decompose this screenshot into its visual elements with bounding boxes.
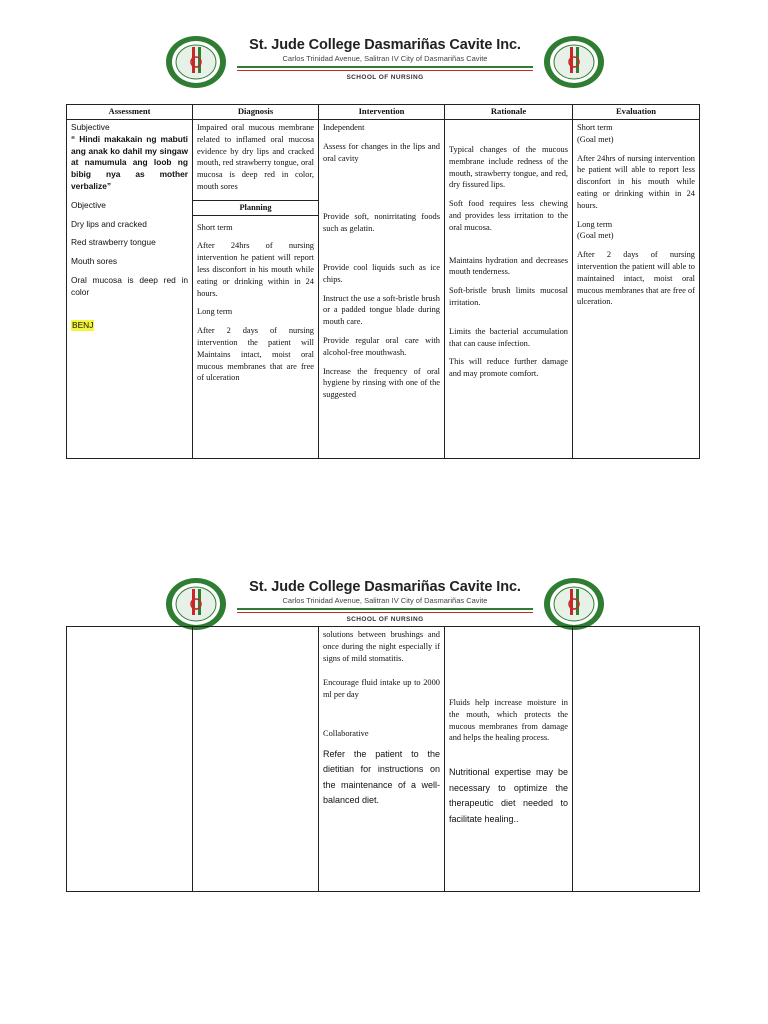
college-name: St. Jude College Dasmariñas Cavite Inc.	[249, 37, 521, 53]
rationale-item: Maintains hydration and decreases mouth tenderness.	[449, 255, 568, 277]
college-address: Carlos Trinidad Avenue, Salitran IV City of Dasmariñas Cavite	[282, 596, 488, 605]
rationale-item: This will reduce further damage and may promote comfort.	[449, 357, 568, 379]
evaluation-text: After 24hrs of nursing intervention he patient will able to report less disconfort in his mouth while eating or drinking within in 24 hours.	[577, 153, 695, 210]
planning-label: Planning	[193, 200, 318, 216]
column-header: Evaluation	[573, 105, 700, 120]
header-rule	[237, 608, 533, 610]
care-plan-table-1	[66, 104, 700, 459]
college-seal-icon	[165, 35, 227, 89]
rationale-item: Soft food requires less chewing and provides less irritation to the oral mucosa.	[449, 199, 568, 232]
college-seal-icon	[543, 577, 605, 631]
short-term-label: Short term	[197, 222, 233, 232]
intervention-item: Provide regular oral care with alcohol-free mouthwash.	[323, 335, 440, 357]
college-address: Carlos Trinidad Avenue, Salitran IV City of Dasmariñas Cavite	[282, 54, 488, 63]
table-header-row	[67, 105, 700, 120]
intervention-item: Assess for changes in the lips and oral cavity	[323, 141, 440, 163]
evaluation-cell	[573, 120, 700, 459]
column-header: Assessment	[67, 105, 193, 120]
intervention-item: Provide soft, nonirritating foods such as gelatin.	[323, 212, 440, 234]
long-term-label: Long term	[197, 307, 233, 317]
assessment-cell	[67, 627, 193, 892]
school-name: SCHOOL OF NURSING	[346, 74, 424, 81]
intervention-item: Provide cool liquids such as ice chips.	[323, 262, 440, 284]
objective-item: Dry lips and cracked	[71, 218, 147, 229]
short-term-goal: After 24hrs of nursing intervention he patient will report less disconfort in his mouth while eating or drinking within in 24 hours.	[197, 241, 314, 298]
header-rule-red	[237, 70, 533, 71]
objective-item: Oral mucosa is deep red in color	[71, 274, 188, 297]
college-seal-icon	[165, 577, 227, 631]
long-term-goal: After 2 days of nursing intervention the patient will Maintains intact, moist oral mucous membranes that are free of ulceration	[197, 326, 314, 383]
subjective-label: Subjective	[71, 122, 110, 132]
diagnosis-cell	[193, 627, 319, 892]
table-row	[67, 120, 700, 459]
independent-label: Independent	[323, 123, 365, 132]
subjective-quote: “ Hindi makakain ng mabuti ang anak ko dahil my singaw at namumula ang loob ng bibig nya as mother verbalize”	[71, 133, 188, 191]
column-header: Diagnosis	[193, 105, 319, 120]
care-plan-table-2	[66, 626, 700, 892]
rationale-item: Nutritional expertise may be necessary to optimize the therapeutic diet needed to facilitate healing..	[449, 767, 568, 824]
school-name: SCHOOL OF NURSING	[346, 616, 424, 623]
rationale-item: Limits the bacterial accumulation that can cause infection.	[449, 326, 568, 348]
objective-label: Objective	[71, 199, 106, 210]
intervention-item: Encourage fluid intake up to 2000 ml per day	[323, 678, 440, 700]
assessment-cell	[67, 120, 193, 459]
rationale-item: Fluids help increase moisture in the mouth, which protects the mucous membranes from damage and helps the healing process.	[449, 698, 568, 743]
intervention-item: Increase the frequency of oral hygiene by rinsing with one of the suggested	[323, 366, 440, 400]
rationale-cell	[445, 120, 573, 459]
patient-name-highlight: BENJ	[72, 319, 94, 330]
goal-status: (Goal met)	[577, 231, 614, 241]
column-header: Rationale	[445, 105, 573, 120]
evaluation-text: After 2 days of nursing intervention the patient will able to maintained intact, moist oral mucous membranes that are free of ulceration.	[577, 250, 695, 307]
intervention-item: Refer the patient to the dietitian for instructions on the maintenance of a well-balanced diet.	[323, 748, 440, 806]
goal-status: (Goal met)	[577, 134, 614, 144]
long-term-label: Long term	[577, 219, 613, 229]
column-header: Intervention	[319, 105, 445, 120]
rationale-item: Soft-bristle brush limits mucosal irritation.	[449, 286, 568, 307]
college-seal-icon	[543, 35, 605, 89]
header-rule-red	[237, 612, 533, 613]
table-row	[67, 627, 700, 892]
objective-item: Mouth sores	[71, 256, 118, 267]
intervention-cell	[319, 120, 445, 459]
intervention-item: Instruct the use a soft-bristle brush or a padded tongue blade during mouth care.	[323, 293, 440, 327]
collaborative-label: Collaborative	[323, 728, 369, 738]
letterhead-top	[165, 33, 605, 93]
intervention-item: solutions between brushings and once during the night especially if signs of mild stomatitis.	[323, 630, 440, 663]
college-name: St. Jude College Dasmariñas Cavite Inc.	[249, 579, 521, 595]
diagnosis-cell	[193, 120, 319, 459]
objective-item: Red strawberry tongue	[71, 237, 156, 248]
rationale-item: Typical changes of the mucous membrane include redness of the mouth, strawberry tongue, and red, dry fissured lips.	[449, 145, 568, 190]
diagnosis-text: Impaired oral mucous membrane related to inflamed oral mucosa evidence by dry lips and cracked mouth, red strawberry tongue, oral mucosa is deep red in color, mouth sores	[197, 123, 314, 191]
intervention-cell	[319, 627, 445, 892]
evaluation-cell	[573, 627, 700, 892]
short-term-label: Short term	[577, 123, 613, 132]
rationale-cell	[445, 627, 573, 892]
header-rule	[237, 66, 533, 68]
